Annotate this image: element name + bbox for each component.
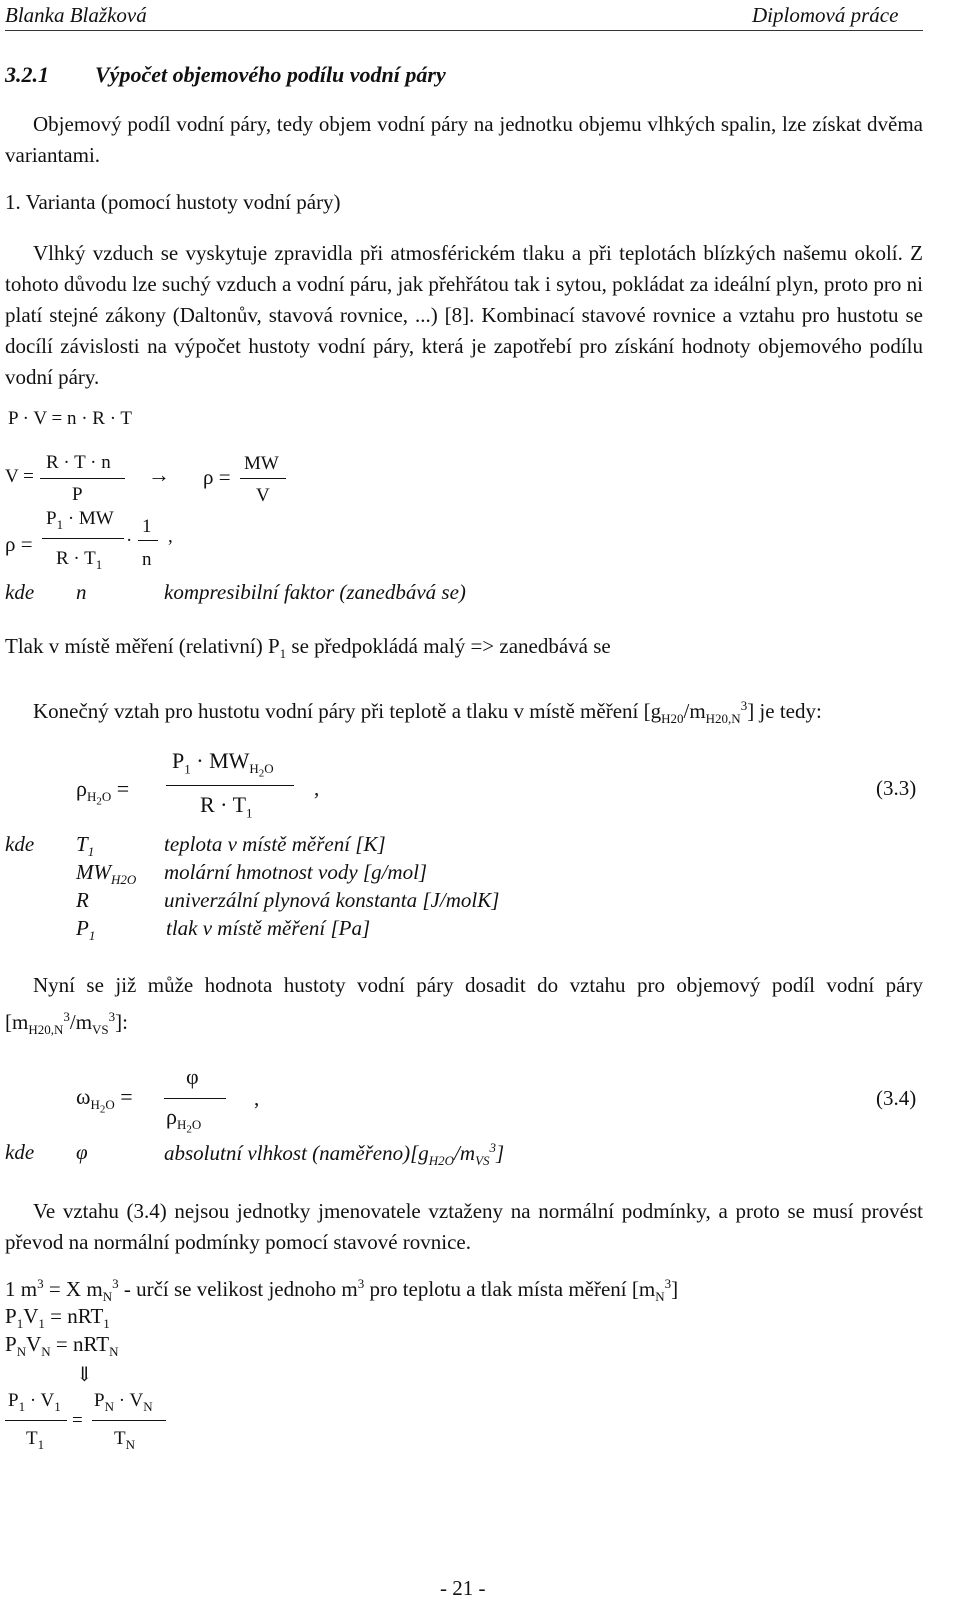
eq-rho2-numerator: $P_1$ · MW [46,508,114,532]
eq-rho-fraction-bar [240,478,286,479]
eq-state-n: $P_NV_N = nRT_N$ [5,1332,119,1360]
eq-rho-denominator: V [256,485,270,506]
header-author: Blanka Blažková [5,3,147,27]
eq-combined-right-denominator: $T_N$ [114,1428,135,1452]
eq-combined-right-numerator: $P_N \cdot V_N$ [94,1390,153,1414]
eq-combined-left-denominator: $T_1$ [26,1428,45,1452]
header-rule [5,30,923,31]
def-desc-mwh2o: molární hmotnost vody [g/mol] [164,860,428,884]
eq34-numerator: φ [186,1064,199,1089]
def-desc-p1: tlak v místě měření [Pa] [166,916,371,940]
def-var-p1: $P_1$ [76,916,96,944]
variant-heading: 1. Varianta (pomocí hustoty vodní páry) [5,190,341,214]
kde-phi-variable: φ [76,1140,88,1164]
eq-rho2-fraction-bar [42,538,124,539]
eq-rho2-numerator2: 1 [142,516,152,537]
eq-v-denominator: P [72,484,83,505]
eq-rho2-comma: , [168,526,173,547]
eq-state-1: $P_1V_1 = nRT_1$ [5,1304,110,1332]
eq-rho-numerator: MW [244,453,279,474]
eq-rho-lhs: ρ = [203,465,231,489]
right-arrow-icon: → [148,462,170,487]
def-var-t1: $T_1$ [76,832,95,860]
page-number: - 21 - [440,1576,486,1600]
eq-combined-equals: = [72,1410,83,1431]
kde-n-variable: n [76,580,87,604]
paragraph-volume-conversion: 1 $m^3 = X$ $m_N^3$ - určí se velikost jednoho $m^3$ pro teplotu a tlak místa měření $[m_N^3]$ [5,1276,679,1305]
kde-phi-description: absolutní vlhkost $(naměřeno)[g_{H2O}/m_{VS}^3]$ [164,1140,505,1169]
eq-combined-left-numerator: $P_1 \cdot V_1$ [8,1390,61,1414]
eq-rho2-dot: · [126,530,133,551]
section-number: 3.2.1 [5,62,49,87]
eq-rho2-denominator: $R \cdot T_1$ [56,548,103,572]
down-arrow-icon: ⇓ [76,1364,93,1386]
eq-v-numerator: R · T · n [46,452,111,473]
eq-rho2-lhs: ρ = [5,532,33,556]
eq-rho2-fraction-bar2 [138,540,158,541]
eq-combined-right-bar [92,1420,166,1421]
def-var-mwh2o: $MW_{H2O}$ [76,860,137,888]
eq33-lhs: $\rho_{H_2O}$ = [76,776,130,808]
paragraph-intro: Objemový podíl vodní páry, tedy objem vodní páry na jednotku objemu vlhkých spalin, lze získat dvěma variantami. [5,112,923,167]
section-title: Výpočet objemového podílu vodní páry [95,62,446,87]
paragraph-final-relation: Konečný vztah pro hustotu vodní páry při teplotě a tlaku v místě měření $[g_{H20}/m_{H20,N}^3]$ je tedy: [33,698,822,727]
paragraph-pressure: Tlak v místě měření (relativní) $P_1$ se předpokládá malý => zanedbává se [5,634,611,662]
eq34-fraction-bar [164,1098,226,1099]
eq-v-lhs: V = [5,466,34,487]
kde-label-phi: kde [5,1140,35,1164]
paragraph-normal-conditions: Ve vztahu (3.4) nejsou jednotky jmenovatele vztaženy na normální podmínky, a proto se musí provést převod na normální podmínky pomocí stavové rovnice. [5,1199,923,1254]
kde-n-description: kompresibilní faktor (zanedbává se) [164,580,466,604]
eq33-comma: , [314,776,320,800]
eq-rho2-denominator2: n [142,549,152,570]
eq33-fraction-bar [166,785,294,786]
eq33-numerator: $P_1 \cdot MW_{H_2O}$ [172,748,274,780]
def-desc-r: univerzální plynová konstanta [J/molK] [164,888,500,912]
eq34-denominator: $\rho_{H_2O}$ [166,1104,202,1136]
eq33-denominator: $R \cdot T_1$ [200,792,253,821]
kde-label-n: kde [5,580,35,604]
paragraph-humid-air: Vlhký vzduch se vyskytuje zpravidla při atmosférickém tlaku a při teplotách blízkých našemu okolí. Z tohoto důvodu lze suchý vzduch a vodní páru, jak přehřátou tak i sytou, pokládat za ideální plyn, proto pro ni platí stejné zákony (Daltonův, stavová rovnice, ...) [8]. Kombinací stavové rovnice a vztahu pro hustotu se docílí závislosti na výpočet hustoty vodní páry, která je zapotřebí pro získání hodnoty objemového podílu vodní páry. [5,241,923,389]
eq-combined-left-bar [5,1420,67,1421]
kde-label-defs: kde [5,832,35,856]
eq34-label: (3.4) [876,1086,917,1110]
eq-ideal-gas: P · V = n · R · T [8,408,133,429]
header-doc-type: Diplomová práce [752,3,899,27]
def-desc-t1: teplota v místě měření [K] [164,832,386,856]
def-var-r: R [76,888,89,912]
eq34-comma: , [254,1086,260,1110]
eq33-label: (3.3) [876,776,917,800]
eq34-lhs: $\omega_{H_2O}$ = [76,1084,133,1116]
paragraph-substitution: Nyní se již může hodnota hustoty vodní páry dosadit do vztahu pro objemový podíl vodní páry $[m_{H20,N}^3/m_{VS}^3]$: [5,973,923,1038]
eq-v-fraction-bar [40,478,125,479]
